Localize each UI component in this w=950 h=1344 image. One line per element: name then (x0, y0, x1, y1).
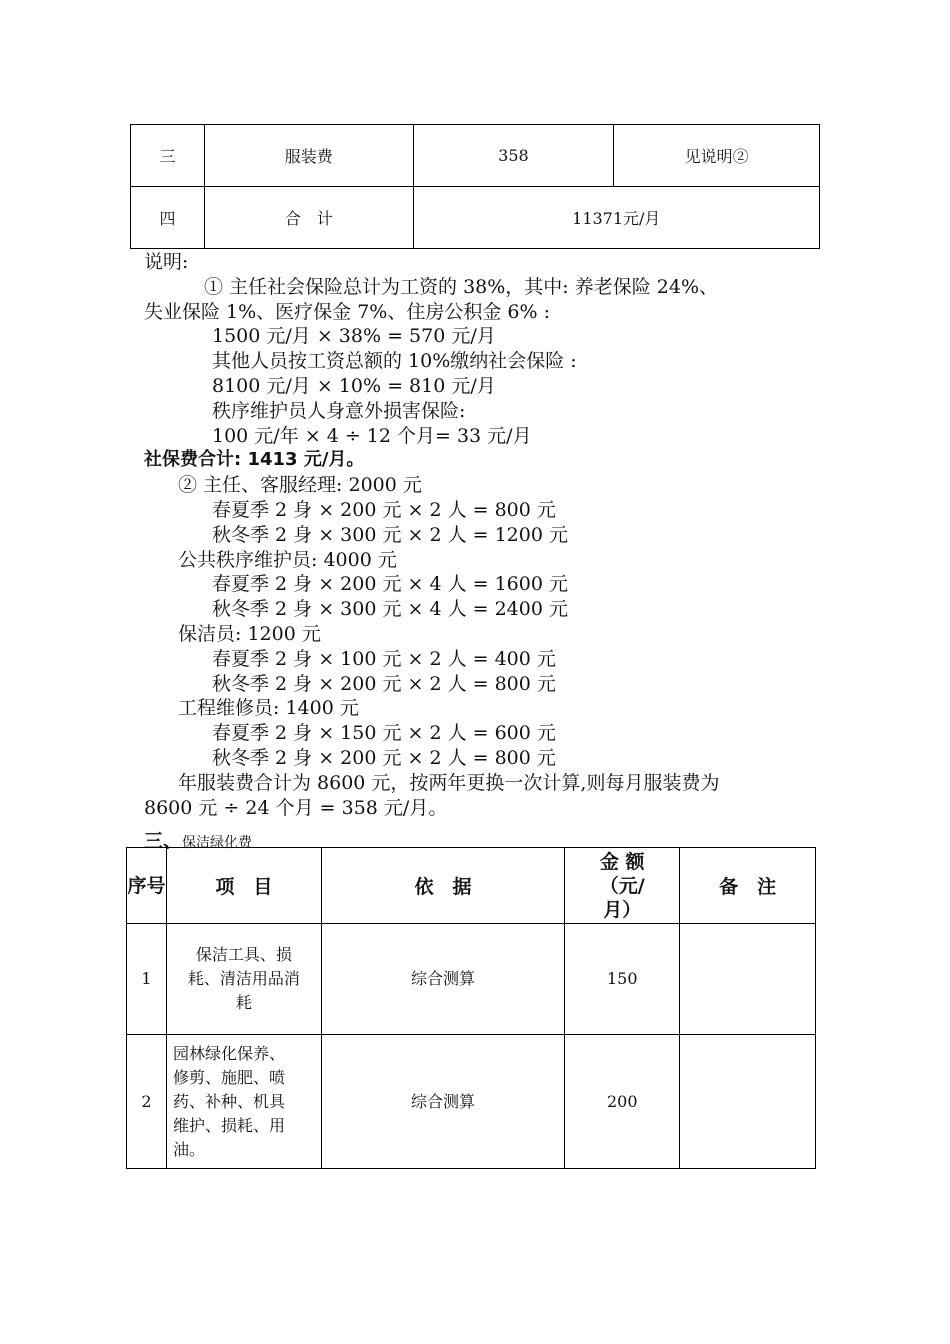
basis: 综合测算 (321, 1035, 565, 1169)
note-line: 春夏季 2 身 × 100 元 × 2 人 = 400 元 (212, 647, 556, 670)
note-line: 其他人员按工资总额的 10%缴纳社会保险 : (212, 350, 577, 373)
note-line: 秋冬季 2 身 × 200 元 × 2 人 = 800 元 (212, 672, 556, 695)
cleaning-greening-table (126, 847, 816, 1169)
expense-summary-table (130, 124, 820, 249)
item-name: 服装费 (204, 125, 413, 187)
note: 见说明② (614, 125, 820, 187)
note-line: 工程维修员: 1400 元 (178, 697, 359, 720)
remark (680, 924, 816, 1035)
note-line: 8600 元 ÷ 24 个月 = 358 元/月。 (144, 796, 448, 819)
amount: 150 (565, 924, 680, 1035)
row-number: 2 (127, 1035, 167, 1169)
row-number: 四 (131, 187, 205, 249)
column-header-item: 项 目 (166, 848, 321, 924)
row-number: 三 (131, 125, 205, 187)
amount: 200 (565, 1035, 680, 1169)
section-title: 保洁绿化费 (182, 835, 253, 851)
column-header-basis: 依 据 (321, 848, 565, 924)
item-description: 园林绿化保养、 修剪、施肥、喷 药、补种、机具 维护、损耗、用 油。 (166, 1035, 321, 1169)
table-row (131, 187, 820, 249)
explanation-notes (144, 250, 824, 820)
note-line: 失业保险 1%、医疗保金 7%、住房公积金 6% : (144, 300, 550, 323)
item-description: 保洁工具、损 耗、清洁用品消 耗 (166, 924, 321, 1035)
column-header-amount: 金 额 （元/ 月） (565, 848, 680, 924)
total-amount: 11371元/月 (413, 187, 819, 249)
basis: 综合测算 (321, 924, 565, 1035)
note-line: 春夏季 2 身 × 200 元 × 2 人 = 800 元 (212, 498, 556, 521)
note-line: 公共秩序维护员: 4000 元 (178, 548, 397, 571)
note-line: 秋冬季 2 身 × 300 元 × 2 人 = 1200 元 (212, 523, 568, 546)
note-line: 春夏季 2 身 × 200 元 × 4 人 = 1600 元 (212, 573, 568, 596)
note-line: 8100 元/月 × 10% = 810 元/月 (212, 374, 496, 397)
social-insurance-total: 社保费合计: 1413 元/月。 (144, 449, 365, 471)
table-row (127, 1035, 816, 1169)
note-line: 春夏季 2 身 × 150 元 × 2 人 = 600 元 (212, 722, 556, 745)
note-line: 100 元/年 × 4 ÷ 12 个月= 33 元/月 (212, 424, 532, 447)
note-line: 1500 元/月 × 38% = 570 元/月 (212, 325, 496, 348)
remark (680, 1035, 816, 1169)
section-number: 三、 (144, 830, 183, 852)
table-header-row (127, 848, 816, 924)
item-name: 合 计 (204, 187, 413, 249)
column-header-remark: 备 注 (680, 848, 816, 924)
table-row (131, 125, 820, 187)
note-line: 秋冬季 2 身 × 200 元 × 2 人 = 800 元 (212, 746, 556, 769)
note-line: 秋冬季 2 身 × 300 元 × 4 人 = 2400 元 (212, 598, 568, 621)
note-line: ② 主任、客服经理: 2000 元 (178, 474, 422, 497)
note-line: ① 主任社会保险总计为工资的 38%，其中: 养老保险 24%、 (204, 275, 719, 298)
note-line: 年服装费合计为 8600 元，按两年更换一次计算,则每月服装费为 (178, 771, 720, 794)
note-line: 秩序维护员人身意外损害保险: (212, 399, 466, 422)
amount: 358 (413, 125, 614, 187)
notes-title: 说明: (144, 251, 189, 273)
note-line: 保洁员: 1200 元 (178, 622, 321, 645)
table-row (127, 924, 816, 1035)
row-number: 1 (127, 924, 167, 1035)
column-header-number: 序号 (127, 848, 167, 924)
